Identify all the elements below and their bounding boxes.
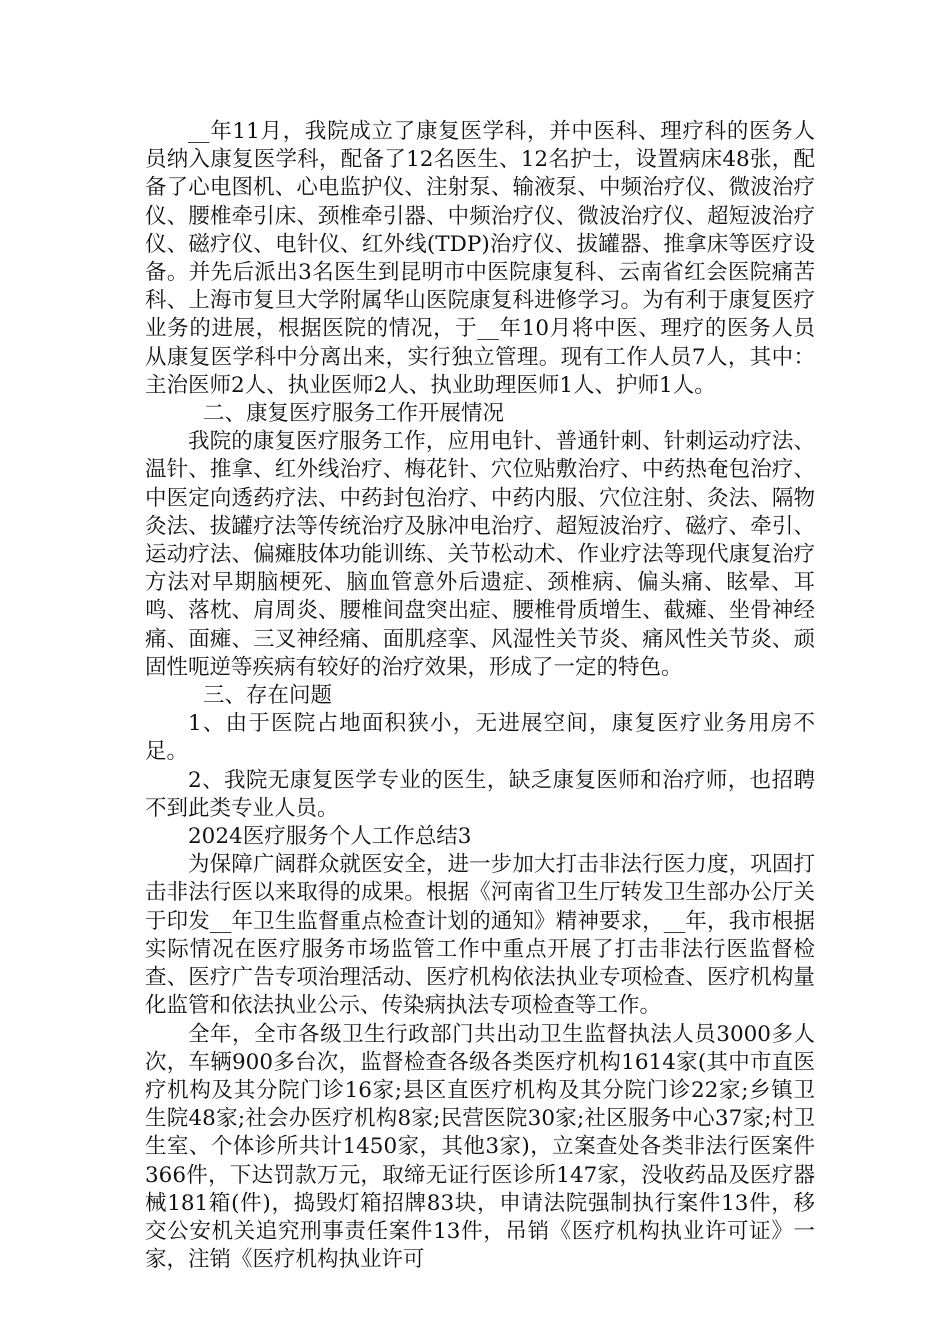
- paragraph-department-history: __年11月，我院成立了康复医学科，并中医科、理疗科的医务人员纳入康复医学科，配备了12名医生、12名护士，设置病床48张，配备了心电图机、心电监护仪、注射泵、输液泵、中频治疗仪、微波治疗仪、腰椎牵引床、颈椎牵引器、中频治疗仪、微波治疗仪、超短波治疗仪、磁疗仪、电针仪、红外线(TDP)治疗仪、拔罐器、推拿床等医疗设备。并先后派出3名医生到昆明市中医院康复科、云南省红会医院痛苦科、上海市复旦大学附属华山医院康复科进修学习。为有利于康复医疗业务的进展，根据医院的情况，于__年10月将中医、理疗的医务人员从康复医学科中分离出来，实行独立管理。现有工作人员7人，其中：主治医师2人、执业医师2人、执业助理医师1人、护师1人。: [145, 119, 815, 398]
- paragraph-summary-intro: 为保障广阔群众就医安全，进一步加大打击非法行医力度，巩固打击非法行医以来取得的成果。根据《河南省卫生厅转发卫生部办公厅关于印发__年卫生监督重点检查计划的通知》精神要求，__年，我市根据实际情况在医疗服务市场监管工作中重点开展了打击非法行医监督检查、医疗广告专项治理活动、医疗机构依法执业专项检查、医疗机构量化监管和依法执业公示、传染病执法专项检查等工作。: [145, 852, 815, 1019]
- section-heading-services: 二、康复医疗服务工作开展情况: [203, 401, 505, 427]
- paragraph-problem-2: 2、我院无康复医学专业的医生，缺乏康复医师和治疗师，也招聘不到此类专业人员。: [145, 767, 815, 821]
- paragraph-annual-statistics: 全年，全市各级卫生行政部门共出动卫生监督执法人员3000多人次，车辆900多台次，监督检查各级各类医疗机构1614家(其中市直医疗机构及其分院门诊16家;县区直医疗机构及其分院门诊22家;乡镇卫生院48家;社会办医疗机构8家;民营医院30家;社区服务中心37家;村卫生室、个体诊所共计1450家，其他3家)，立案查处各类非法行医案件366件，下达罚款万元，取缔无证行医诊所147家，没收药品及医疗器械181箱(件)，捣毁灯箱招牌83块，申请法院强制执行案件13件，移交公安机关追究刑事责任案件13件，吊销《医疗机构执业许可证》一家，注销《医疗机构执业许可: [145, 1021, 815, 1273]
- paragraph-problem-1: 1、由于医院占地面积狭小，无进展空间，康复医疗业务用房不足。: [145, 711, 815, 765]
- document-body: [145, 118, 815, 1274]
- document-subtitle: 2024医疗服务个人工作总结3: [188, 824, 472, 850]
- paragraph-services: 我院的康复医疗服务工作，应用电针、普通针刺、针刺运动疗法、温针、推拿、红外线治疗、梅花针、穴位贴敷治疗、中药热奄包治疗、中医定向透药疗法、中药封包治疗、中药内服、穴位注射、灸法、隔物灸法、拔罐疗法等传统治疗及脉冲电治疗、超短波治疗、磁疗、牵引、运动疗法、偏瘫肢体功能训练、关节松动术、作业疗法等现代康复治疗方法对早期脑梗死、脑血管意外后遗症、颈椎病、偏头痛、眩晕、耳鸣、落枕、肩周炎、腰椎间盘突出症、腰椎骨质增生、截瘫、坐骨神经痛、面瘫、三叉神经痛、面肌痉挛、风湿性关节炎、痛风性关节炎、顽固性呃逆等疾病有较好的治疗效果，形成了一定的特色。: [145, 429, 815, 680]
- section-heading-problems: 三、存在问题: [203, 683, 333, 709]
